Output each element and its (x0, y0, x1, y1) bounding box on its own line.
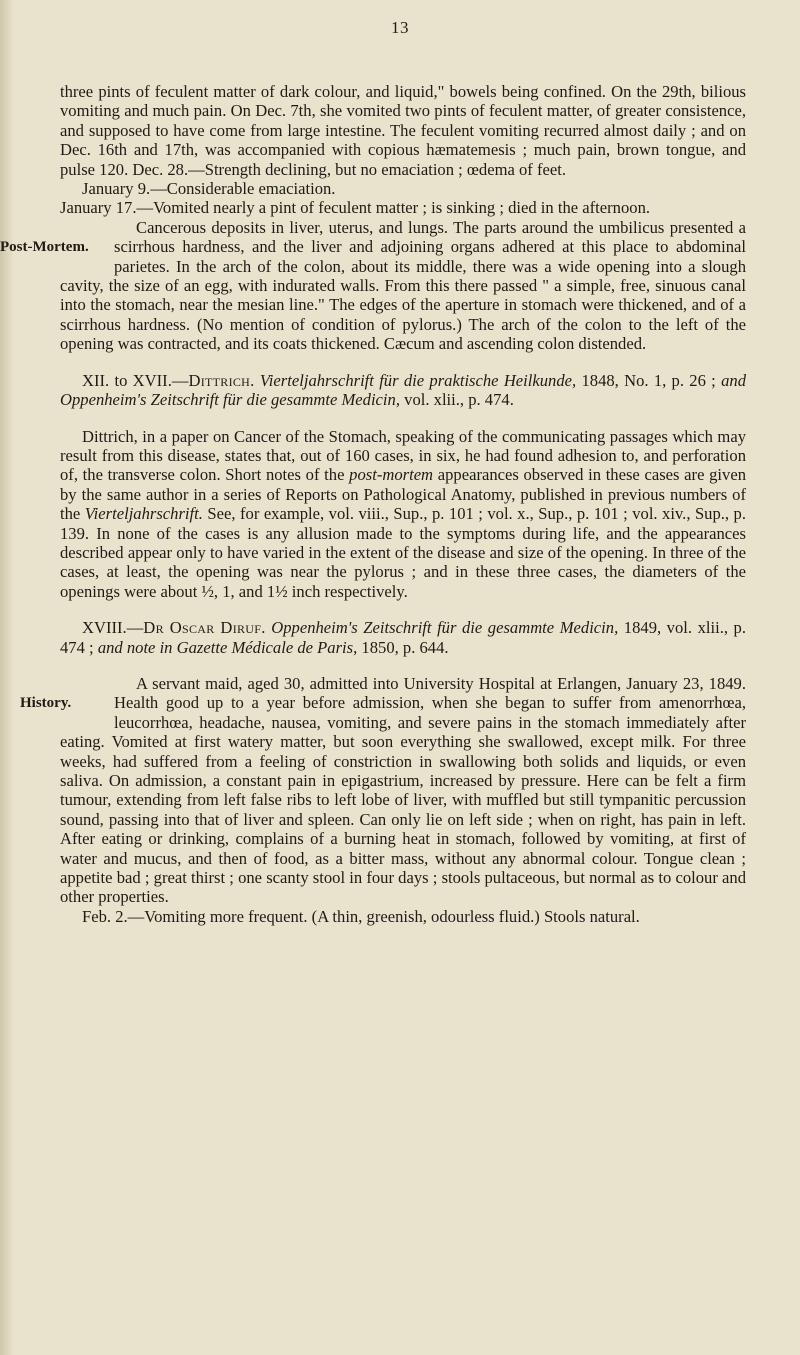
dittrich-journal: Vierteljahrschrift. (84, 504, 203, 524)
history-text: A servant maid, aged 30, admitted into University Hospital at Erlangen, January 23, 1849. Health good up to a year before admission, when she began to suffer from amenorrhœa, leucorrhœa, headache, nausea, vomiting, and severe pains in the stomach immediately after eating. Vomited at first watery matter, but soon everything she swallowed, except milk. For three weeks, had suffered from a feeling of constriction in swallowing both solids and liquids, or even saliva. On admission, a constant pain in epigastrium, increased by pressure. Here can be felt a firm tumour, extending from left false ribs to left lobe of liver, with muffled but still tympanitic percussion sound, passing into that of liver and spleen. Can only lie on left side ; when on right, has pain in left. After eating or drinking, complains of a burning heat in stomach, followed by vomiting, at first of water and mucus, and then of food, as a bitter mass, without any abnormal colour. Tongue clean ; appetite bad ; great thirst ; one scanty stool in four days ; stools pultaceous, but normal as to colour and other properties. (60, 673, 746, 907)
side-note-history: History. (20, 694, 72, 711)
reference-journal-18b: and note in Gazette Médicale de Paris, (97, 637, 358, 657)
paragraph-case-continuation: three pints of feculent matter of dark colour, and liquid," bowels being confined. On the 29th, bilious vomiting and much pain. On Dec. 7th, she vomited two pints of feculent matter, of greater consistence, and supposed to have come from large intestine. The feculent vomiting recurred almost daily ; and on Dec. 16th and 17th, was accompanied with copious hæmatemesis ; much pain, brown tongue, and pulse 120. Dec. 28.—Strength declining, but no emaciation ; œdema of feet. (60, 82, 746, 179)
dittrich-text-b: appearances observed in these cases are given by the same author in a series of Reports on Pathological Anatomy, published in previous numbers of the (60, 465, 746, 524)
paragraph-post-mortem (0, 217, 746, 354)
reference-xviii (60, 618, 746, 657)
side-note-post-mortem: Post-Mortem. (0, 238, 89, 255)
reference-citation-18: 1849, vol. xlii., p. 474 ; (60, 618, 746, 657)
post-mortem-text: Cancerous deposits in liver, uterus, and lungs. The parts around the umbilicus presented a scirrhous hardness, and the liver and adjoining organs adhered at this place to abdominal parietes. In the arch of the colon, about its middle, there was a wide opening into a slough cavity, the size of an egg, with indurated walls. From this there passed " a simple, free, sinuous canal into the stomach, near the mesian line." The edges of the aperture in stomach were thickened, and of a scirrhous hardness. (No mention of condition of pylorus.) The arch of the colon to the left of the opening was contracted, and its coats thickened. Cæcum and ascending colon distended. (60, 217, 746, 354)
reference-journal: Vierteljahrschrift für die praktische Heilkunde, (259, 370, 577, 390)
page-body (0, 82, 746, 926)
paragraph-january-17: January 17.—Vomited nearly a pint of feculent matter ; is sinking ; died in the afternoon. (60, 198, 651, 218)
page-edge-shadow (0, 0, 14, 1355)
reference-citation: 1848, No. 1, p. 26 ; (581, 370, 716, 390)
paragraph-feb-2: Feb. 2.—Vomiting more frequent. (A thin, greenish, odourless fluid.) Stools natural. (82, 906, 640, 926)
paragraph-history (20, 673, 746, 907)
reference-number-18: XVIII.— (82, 618, 144, 638)
dittrich-text-a: Dittrich, in a paper on Cancer of the Stomach, speaking of the communicating passages which may result from this disease, states that, out of 160 cases, in six, he had found adhesion to, and perforation of, the transverse colon. Short notes of the (60, 426, 746, 485)
dittrich-text-c: See, for example, vol. viii., Sup., p. 101 ; vol. x., Sup., p. 101 ; vol. xiv., Sup., p. 139. In none of the cases is any allusion made to the symptoms during life, and the appearances described appear only to have varied in the extent of the disease and size of the opening. In three of the cases, at least, the opening was near the pylorus ; and in these three cases, the diameters of the openings were about ½, 1, and 1½ inch respectively. (60, 504, 746, 601)
reference-journal-18: Oppenheim's Zeitschrift für die gesammte Medicin, (271, 618, 619, 638)
reference-number: XII. to XVII.— (82, 370, 189, 390)
paragraph-dittrich (60, 427, 746, 602)
reference-xii-xvii (60, 371, 746, 410)
reference-citation-18b: 1850, p. 644. (361, 637, 449, 657)
paragraph-january-9: January 9.—Considerable emaciation. (82, 179, 336, 199)
reference-author-18: Dr Oscar Diruf. (143, 618, 266, 638)
dittrich-post-mortem: post-mortem (349, 465, 434, 485)
reference-author: Dittrich. (188, 370, 255, 390)
reference-journal-2: and Oppenheim's Zeitschrift für die gesammte Medicin, (60, 370, 746, 410)
reference-citation-2: vol. xlii., p. 474. (404, 390, 514, 410)
page-number: 13 (391, 18, 409, 37)
